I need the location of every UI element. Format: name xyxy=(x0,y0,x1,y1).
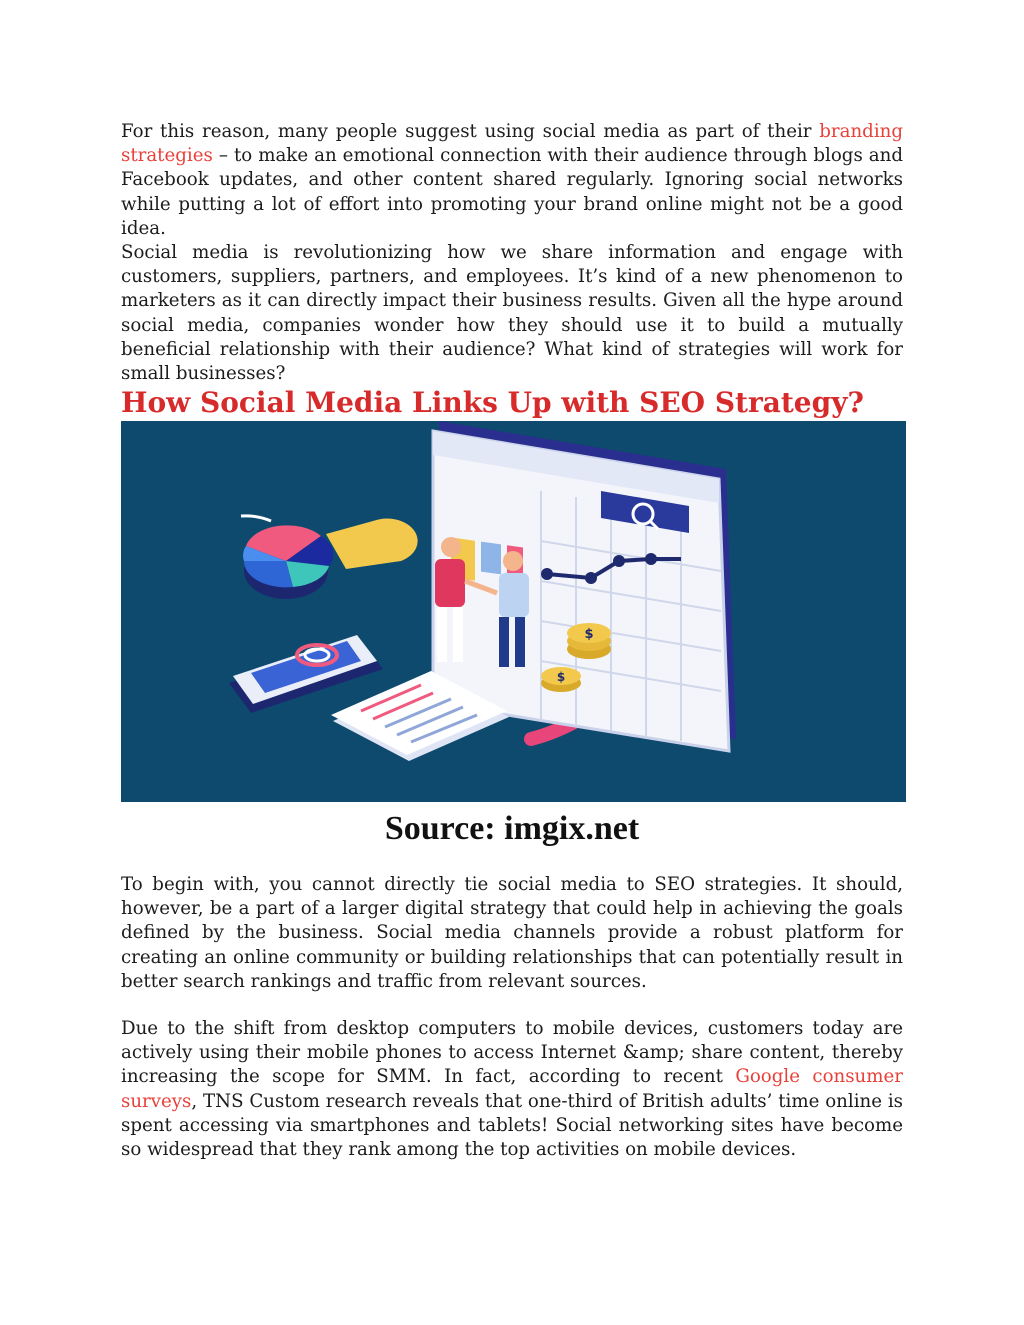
intro-paragraph xyxy=(121,120,903,241)
paragraph-text: For this reason, many people suggest using social media as part of their xyxy=(121,121,820,142)
mobile-paragraph xyxy=(121,1017,903,1162)
social-media-paragraph: Social media is revolutionizing how we share information and engage with customers, suppliers, partners, and employees. It’s kind of a new phenomenon to marketers as it can directly impact their business results. Given all the hype around social media, companies wonder how they should use it to build a mutually beneficial relationship with their audience? What kind of strategies will work for small businesses? xyxy=(121,242,903,385)
google-consumer-surveys-link[interactable]: Google consumer surveys xyxy=(121,1066,903,1112)
svg-text:$: $ xyxy=(584,627,594,642)
pie-chart-icon xyxy=(241,516,418,599)
section-heading: How Social Media Links Up with SEO Strategy? xyxy=(121,386,864,419)
phone-icon xyxy=(229,635,383,713)
seo-illustration xyxy=(121,421,906,802)
image-caption: Source: imgix.net xyxy=(384,810,640,847)
paragraph-text: , TNS Custom research reveals that one-third of British adults’ time online is spent accessing via smartphones and tablets! Social networking sites have become so widespread that they rank among the top activities on mobile devices. xyxy=(121,1090,903,1161)
paragraph-text: Due to the shift from desktop computers to mobile devices, customers today are actively using their mobile phones to access Internet &amp; share content, thereby increasing the scope for SMM. In fact, according to recent xyxy=(121,1018,903,1088)
paragraph-text: – to make an emotional connection with their audience through blogs and Facebook updates, and other content shared regularly. Ignoring social networks while putting a lot of effort into promoting your brand online might not be a good idea. xyxy=(121,145,903,239)
branding-strategies-link[interactable]: branding strategies xyxy=(121,121,903,167)
svg-text:$: $ xyxy=(556,670,566,684)
seo-paragraph: To begin with, you cannot directly tie social media to SEO strategies. It should, however, be a part of a larger digital strategy that could help in achieving the goals defined by the business. Social media channels provide a robust platform for creating an online community or building relationships that can potentially result in better search rankings and traffic from relevant sources. xyxy=(121,874,903,992)
